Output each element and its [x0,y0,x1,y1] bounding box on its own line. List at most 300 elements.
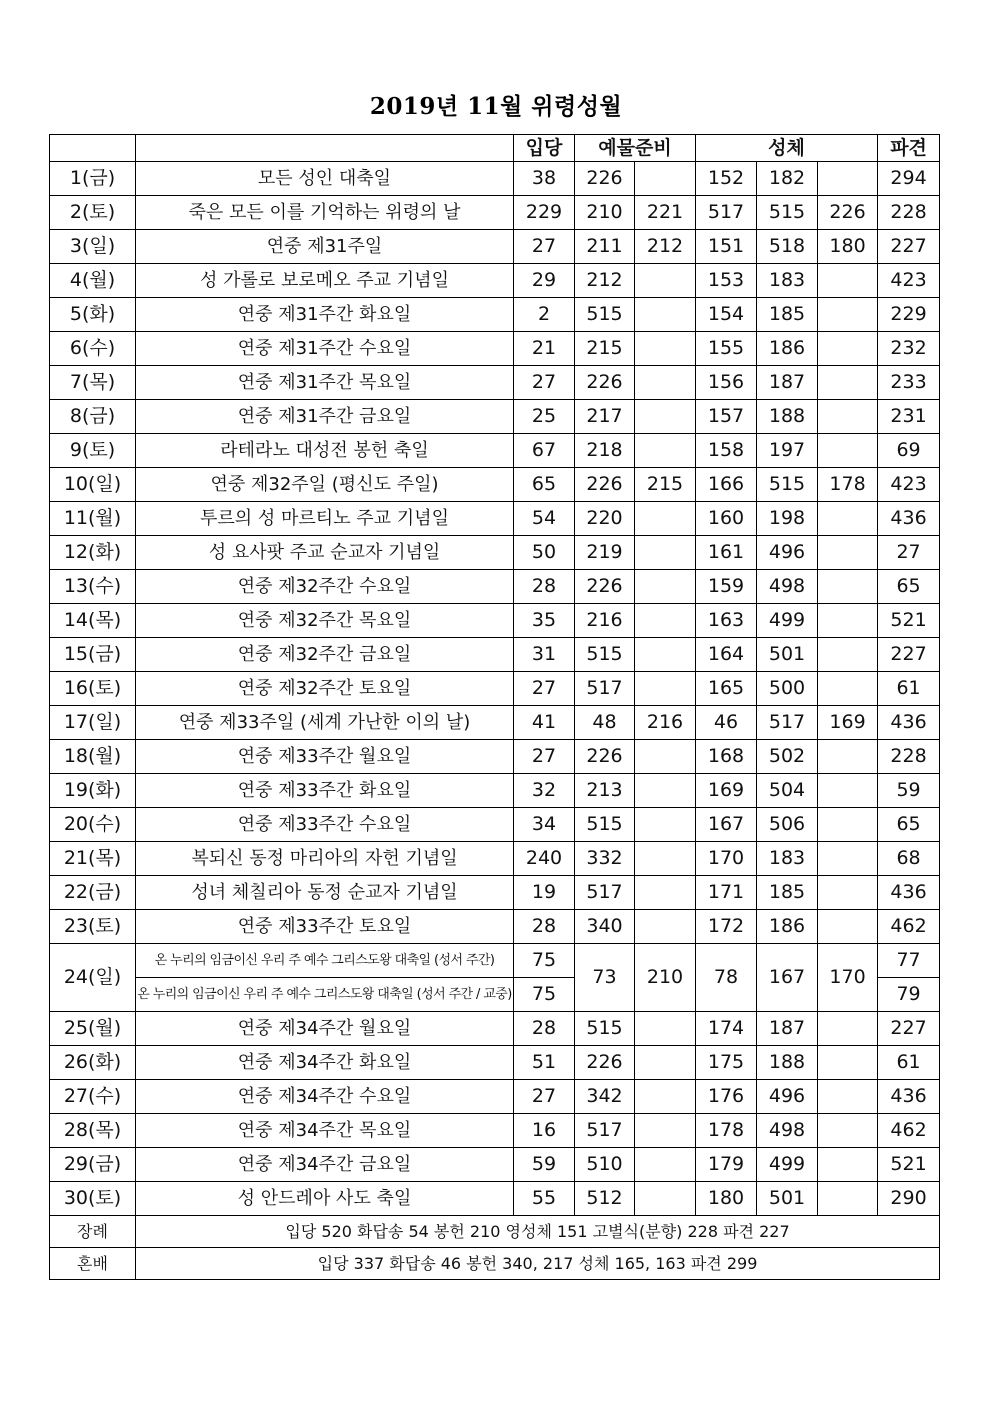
liturgy-name-cell: 연중 제33주간 화요일 [136,774,514,808]
date-cell: 26(화) [50,1046,136,1080]
date-cell: 19(화) [50,774,136,808]
date-cell: 28(목) [50,1114,136,1148]
table-row [50,264,940,298]
offertory-cell-1: 213 [575,774,635,808]
date-cell: 20(수) [50,808,136,842]
communion-cell-1: 155 [696,332,757,366]
date-cell: 30(토) [50,1182,136,1216]
recessional-cell: 521 [878,604,940,638]
offertory-cell-2 [635,332,696,366]
offertory-cell-1: 512 [575,1182,635,1216]
recessional-cell: 462 [878,910,940,944]
communion-cell-2: 501 [757,1182,818,1216]
liturgy-name-cell: 연중 제34주간 금요일 [136,1148,514,1182]
offertory-cell-2 [635,1114,696,1148]
offertory-cell-2 [635,298,696,332]
communion-cell-2: 183 [757,264,818,298]
communion-cell-2: 186 [757,332,818,366]
communion-cell-1: 153 [696,264,757,298]
entrance-cell: 240 [514,842,575,876]
date-cell: 10(일) [50,468,136,502]
communion-cell-3 [818,1012,878,1046]
table-row [50,298,940,332]
recessional-cell: 68 [878,842,940,876]
communion-cell-3 [818,366,878,400]
header-date [50,135,136,162]
table-row [50,842,940,876]
date-cell: 15(금) [50,638,136,672]
entrance-cell: 75 [514,944,575,978]
communion-cell-1: 163 [696,604,757,638]
offertory-cell-1: 515 [575,298,635,332]
communion-cell-1: 179 [696,1148,757,1182]
communion-cell-1: 172 [696,910,757,944]
communion-cell-3: 169 [818,706,878,740]
communion-cell-3 [818,604,878,638]
offertory-cell-1: 217 [575,400,635,434]
date-cell: 4(월) [50,264,136,298]
recessional-cell: 61 [878,1046,940,1080]
funeral-summary: 입당 520 화답송 54 봉헌 210 영성체 151 고별식(분향) 228 파견 227 [136,1216,940,1248]
communion-cell-1: 176 [696,1080,757,1114]
offertory-cell-1: 226 [575,1046,635,1080]
date-cell: 14(목) [50,604,136,638]
communion-cell-2: 197 [757,434,818,468]
table-row [50,1012,940,1046]
communion-cell-2: 504 [757,774,818,808]
offertory-cell-1: 219 [575,536,635,570]
offertory-cell-1: 226 [575,162,635,196]
communion-cell-1: 168 [696,740,757,774]
date-cell: 3(일) [50,230,136,264]
recessional-cell: 65 [878,808,940,842]
entrance-cell: 41 [514,706,575,740]
liturgy-name-cell: 온 누리의 임금이신 우리 주 예수 그리스도왕 대축일 (성서 주간 / 교중) [136,978,514,1012]
offertory-cell-1: 226 [575,366,635,400]
offertory-cell-1: 510 [575,1148,635,1182]
communion-cell-3 [818,774,878,808]
entrance-cell: 55 [514,1182,575,1216]
recessional-cell: 521 [878,1148,940,1182]
recessional-cell: 229 [878,298,940,332]
offertory-cell-1: 211 [575,230,635,264]
entrance-cell: 25 [514,400,575,434]
offertory-cell-2 [635,808,696,842]
offertory-cell-2 [635,910,696,944]
recessional-cell: 77 [878,944,940,978]
table-row [50,876,940,910]
communion-cell-2: 188 [757,400,818,434]
offertory-cell-1: 216 [575,604,635,638]
table-row [50,230,940,264]
communion-cell-1: 165 [696,672,757,706]
communion-cell-1: 171 [696,876,757,910]
communion-cell-3 [818,842,878,876]
table-row [50,1046,940,1080]
entrance-cell: 50 [514,536,575,570]
liturgy-name-cell: 연중 제31주간 수요일 [136,332,514,366]
entrance-cell: 16 [514,1114,575,1148]
communion-cell-3 [818,1114,878,1148]
date-cell: 17(일) [50,706,136,740]
wedding-row [50,1248,940,1280]
communion-cell-2: 187 [757,1012,818,1046]
communion-cell-2: 502 [757,740,818,774]
table-row [50,332,940,366]
date-cell: 21(목) [50,842,136,876]
table-row [50,196,940,230]
communion-cell-2: 506 [757,808,818,842]
date-cell: 24(일) [50,944,136,1012]
entrance-cell: 19 [514,876,575,910]
header-offertory: 예물준비 [575,135,696,162]
liturgy-name-cell: 연중 제31주간 화요일 [136,298,514,332]
date-cell: 9(토) [50,434,136,468]
offertory-cell-2 [635,1148,696,1182]
entrance-cell: 27 [514,672,575,706]
communion-cell-1: 159 [696,570,757,604]
offertory-cell-2 [635,264,696,298]
offertory-cell-1: 515 [575,808,635,842]
offertory-cell-1: 212 [575,264,635,298]
wedding-summary: 입당 337 화답송 46 봉헌 340, 217 성체 165, 163 파견 299 [136,1248,940,1280]
recessional-cell: 290 [878,1182,940,1216]
communion-cell-1: 152 [696,162,757,196]
communion-cell-2: 515 [757,468,818,502]
table-row-24-a [50,944,940,978]
entrance-cell: 54 [514,502,575,536]
offertory-cell-2 [635,1080,696,1114]
communion-cell-3 [818,1046,878,1080]
communion-cell-2: 185 [757,876,818,910]
communion-cell-1: 161 [696,536,757,570]
liturgy-name-cell: 연중 제34주간 화요일 [136,1046,514,1080]
offertory-cell-2: 215 [635,468,696,502]
liturgy-name-cell: 라테라노 대성전 봉헌 축일 [136,434,514,468]
entrance-cell: 51 [514,1046,575,1080]
entrance-cell: 27 [514,740,575,774]
offertory-cell-1: 340 [575,910,635,944]
entrance-cell: 75 [514,978,575,1012]
offertory-cell-2 [635,400,696,434]
page-title: 2019년 11월 위령성월 [369,93,623,120]
liturgy-name-cell: 연중 제33주간 월요일 [136,740,514,774]
liturgy-name-cell: 연중 제34주간 수요일 [136,1080,514,1114]
entrance-cell: 35 [514,604,575,638]
liturgy-name-cell: 연중 제32주일 (평신도 주일) [136,468,514,502]
communion-cell-3 [818,502,878,536]
offertory-cell-2 [635,842,696,876]
header-name [136,135,514,162]
table-row [50,162,940,196]
table-row [50,1182,940,1216]
communion-cell-1: 160 [696,502,757,536]
offertory-cell-2 [635,774,696,808]
communion-cell-2: 501 [757,638,818,672]
recessional-cell: 61 [878,672,940,706]
table-row [50,638,940,672]
communion-cell-1: 157 [696,400,757,434]
table-row [50,740,940,774]
entrance-cell: 28 [514,570,575,604]
offertory-cell-1: 215 [575,332,635,366]
communion-cell-1: 175 [696,1046,757,1080]
communion-cell-1: 170 [696,842,757,876]
communion-cell-1: 46 [696,706,757,740]
recessional-cell: 227 [878,638,940,672]
communion-cell-2: 187 [757,366,818,400]
entrance-cell: 31 [514,638,575,672]
communion-cell-1: 156 [696,366,757,400]
entrance-cell: 27 [514,366,575,400]
entrance-cell: 67 [514,434,575,468]
offertory-cell-1: 218 [575,434,635,468]
communion-cell-1: 169 [696,774,757,808]
recessional-cell: 233 [878,366,940,400]
table-row [50,808,940,842]
offertory-cell-1: 226 [575,740,635,774]
offertory-cell-1: 517 [575,876,635,910]
communion-cell-3 [818,910,878,944]
communion-cell-3 [818,808,878,842]
communion-cell-1: 180 [696,1182,757,1216]
communion-cell-1: 151 [696,230,757,264]
entrance-cell: 65 [514,468,575,502]
recessional-cell: 65 [878,570,940,604]
recessional-cell: 436 [878,876,940,910]
communion-cell-3 [818,1080,878,1114]
offertory-cell-2: 216 [635,706,696,740]
recessional-cell: 79 [878,978,940,1012]
table-row [50,400,940,434]
hymn-schedule-table [49,134,940,1280]
communion-cell-2: 499 [757,604,818,638]
date-cell: 6(수) [50,332,136,366]
recessional-cell: 59 [878,774,940,808]
liturgy-name-cell: 성 안드레아 사도 축일 [136,1182,514,1216]
liturgy-name-cell: 연중 제31주간 금요일 [136,400,514,434]
entrance-cell: 38 [514,162,575,196]
communion-cell-2: 188 [757,1046,818,1080]
communion-cell-2: 185 [757,298,818,332]
offertory-cell-2 [635,434,696,468]
recessional-cell: 294 [878,162,940,196]
funeral-row [50,1216,940,1248]
communion-cell-2: 498 [757,570,818,604]
entrance-cell: 59 [514,1148,575,1182]
liturgy-name-cell: 연중 제32주간 토요일 [136,672,514,706]
date-cell: 18(월) [50,740,136,774]
entrance-cell: 2 [514,298,575,332]
table-row [50,1080,940,1114]
communion-cell-2: 198 [757,502,818,536]
communion-cell-3 [818,400,878,434]
liturgy-name-cell: 연중 제34주간 월요일 [136,1012,514,1046]
offertory-cell-2 [635,570,696,604]
date-cell: 16(토) [50,672,136,706]
recessional-cell: 69 [878,434,940,468]
header-recessional: 파견 [878,135,940,162]
liturgy-name-cell: 연중 제34주간 목요일 [136,1114,514,1148]
offertory-cell-2 [635,672,696,706]
funeral-label: 장례 [50,1216,136,1248]
table-row [50,536,940,570]
communion-cell-1: 154 [696,298,757,332]
liturgy-name-cell: 성 요사팟 주교 순교자 기념일 [136,536,514,570]
offertory-cell-2 [635,162,696,196]
offertory-cell-1: 226 [575,468,635,502]
date-cell: 2(토) [50,196,136,230]
table-row [50,570,940,604]
communion-cell-1: 164 [696,638,757,672]
offertory-cell-1: 73 [575,944,635,1012]
table-row [50,604,940,638]
offertory-cell-2 [635,1046,696,1080]
offertory-cell-1: 332 [575,842,635,876]
offertory-cell-2 [635,536,696,570]
offertory-cell-2 [635,1182,696,1216]
entrance-cell: 29 [514,264,575,298]
communion-cell-1: 178 [696,1114,757,1148]
communion-cell-2: 496 [757,1080,818,1114]
wedding-label: 혼배 [50,1248,136,1280]
table-row [50,1148,940,1182]
liturgy-name-cell: 연중 제32주간 목요일 [136,604,514,638]
date-cell: 25(월) [50,1012,136,1046]
table-row [50,366,940,400]
communion-cell-2: 517 [757,706,818,740]
date-cell: 29(금) [50,1148,136,1182]
offertory-cell-2 [635,638,696,672]
communion-cell-3 [818,162,878,196]
recessional-cell: 228 [878,740,940,774]
entrance-cell: 27 [514,230,575,264]
offertory-cell-1: 342 [575,1080,635,1114]
header-row [50,135,940,162]
offertory-cell-2: 212 [635,230,696,264]
communion-cell-2: 518 [757,230,818,264]
table-row [50,672,940,706]
offertory-cell-2 [635,876,696,910]
liturgy-name-cell: 모든 성인 대축일 [136,162,514,196]
liturgy-name-cell: 온 누리의 임금이신 우리 주 예수 그리스도왕 대축일 (성서 주간) [136,944,514,978]
entrance-cell: 27 [514,1080,575,1114]
entrance-cell: 32 [514,774,575,808]
communion-cell-3: 170 [818,944,878,1012]
offertory-cell-1: 517 [575,672,635,706]
header-entrance: 입당 [514,135,575,162]
communion-cell-2: 500 [757,672,818,706]
recessional-cell: 436 [878,706,940,740]
date-cell: 7(목) [50,366,136,400]
communion-cell-3 [818,1182,878,1216]
communion-cell-2: 515 [757,196,818,230]
offertory-cell-2: 210 [635,944,696,1012]
offertory-cell-1: 515 [575,638,635,672]
liturgy-name-cell: 죽은 모든 이를 기억하는 위령의 날 [136,196,514,230]
communion-cell-2: 182 [757,162,818,196]
communion-cell-3 [818,434,878,468]
liturgy-name-cell: 성녀 체칠리아 동정 순교자 기념일 [136,876,514,910]
communion-cell-3 [818,638,878,672]
offertory-cell-1: 517 [575,1114,635,1148]
entrance-cell: 28 [514,1012,575,1046]
table-row [50,434,940,468]
communion-cell-1: 167 [696,808,757,842]
liturgy-name-cell: 연중 제33주일 (세계 가난한 이의 날) [136,706,514,740]
communion-cell-2: 498 [757,1114,818,1148]
entrance-cell: 229 [514,196,575,230]
date-cell: 1(금) [50,162,136,196]
communion-cell-2: 499 [757,1148,818,1182]
communion-cell-3 [818,332,878,366]
communion-cell-3 [818,876,878,910]
communion-cell-2: 186 [757,910,818,944]
liturgy-name-cell: 복되신 동정 마리아의 자헌 기념일 [136,842,514,876]
recessional-cell: 423 [878,468,940,502]
communion-cell-2: 167 [757,944,818,1012]
date-cell: 5(화) [50,298,136,332]
communion-cell-1: 166 [696,468,757,502]
communion-cell-3: 180 [818,230,878,264]
offertory-cell-1: 220 [575,502,635,536]
communion-cell-2: 496 [757,536,818,570]
date-cell: 27(수) [50,1080,136,1114]
communion-cell-1: 174 [696,1012,757,1046]
communion-cell-3 [818,298,878,332]
recessional-cell: 227 [878,230,940,264]
liturgy-name-cell: 연중 제33주간 토요일 [136,910,514,944]
communion-cell-3 [818,570,878,604]
liturgy-name-cell: 연중 제32주간 수요일 [136,570,514,604]
recessional-cell: 436 [878,502,940,536]
offertory-cell-1: 226 [575,570,635,604]
offertory-cell-2 [635,366,696,400]
offertory-cell-1: 48 [575,706,635,740]
offertory-cell-2: 221 [635,196,696,230]
table-row [50,468,940,502]
date-cell: 8(금) [50,400,136,434]
communion-cell-2: 183 [757,842,818,876]
date-cell: 12(화) [50,536,136,570]
recessional-cell: 436 [878,1080,940,1114]
liturgy-name-cell: 연중 제33주간 수요일 [136,808,514,842]
date-cell: 13(수) [50,570,136,604]
communion-cell-3 [818,536,878,570]
table-row [50,706,940,740]
communion-cell-3 [818,264,878,298]
communion-cell-1: 517 [696,196,757,230]
liturgy-name-cell: 연중 제31주일 [136,230,514,264]
liturgy-name-cell: 투르의 성 마르티노 주교 기념일 [136,502,514,536]
entrance-cell: 28 [514,910,575,944]
header-communion: 성체 [696,135,878,162]
recessional-cell: 462 [878,1114,940,1148]
date-cell: 23(토) [50,910,136,944]
date-cell: 22(금) [50,876,136,910]
table-row [50,502,940,536]
recessional-cell: 27 [878,536,940,570]
liturgy-name-cell: 연중 제31주간 목요일 [136,366,514,400]
offertory-cell-1: 515 [575,1012,635,1046]
liturgy-name-cell: 연중 제32주간 금요일 [136,638,514,672]
date-cell: 11(월) [50,502,136,536]
offertory-cell-2 [635,604,696,638]
communion-cell-3 [818,1148,878,1182]
offertory-cell-2 [635,740,696,774]
communion-cell-1: 158 [696,434,757,468]
recessional-cell: 423 [878,264,940,298]
